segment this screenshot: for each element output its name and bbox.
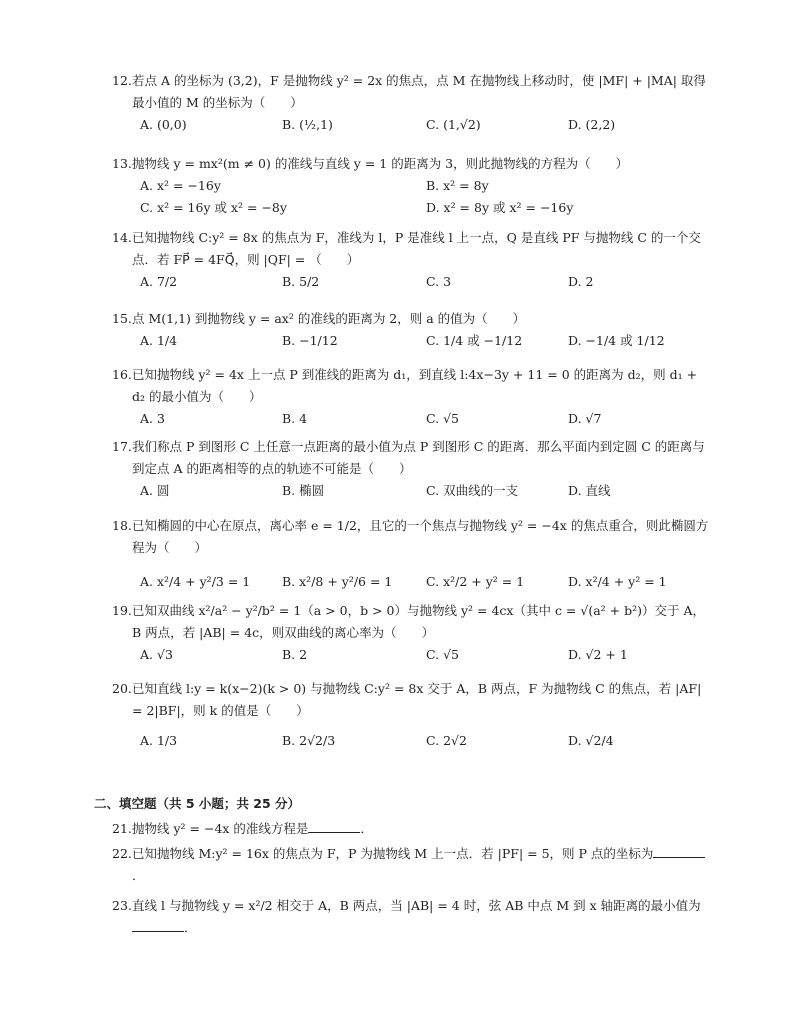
question-tail: ． [184, 920, 197, 935]
question-number: 14. [112, 230, 132, 245]
option-d[interactable]: D. x² = 8y 或 x² = −16y [426, 200, 574, 215]
question-22 [112, 843, 712, 887]
option-c[interactable]: C. (1,√2) [426, 117, 481, 132]
question-stem [112, 70, 712, 114]
option-c[interactable]: C. 3 [426, 274, 452, 289]
options-row [112, 571, 712, 593]
option-b[interactable]: B. x²/8 + y²/6 = 1 [282, 574, 393, 589]
question-stem [112, 308, 712, 330]
options-row [112, 644, 712, 666]
section-heading: 二、填空题（共 5 小题；共 25 分） [94, 796, 301, 811]
question-number: 21. [112, 821, 132, 836]
question-23 [112, 895, 712, 939]
option-d[interactable]: D. √2/4 [568, 733, 614, 748]
question-number: 15. [112, 311, 132, 326]
question-number: 16. [112, 367, 132, 382]
option-d[interactable]: D. x²/4 + y² = 1 [568, 574, 667, 589]
question-stem [112, 153, 712, 175]
question-12 [112, 70, 712, 136]
options-row [112, 114, 712, 136]
option-c[interactable]: C. 双曲线的一支 [426, 483, 519, 498]
question-stem [112, 678, 712, 722]
option-a[interactable]: A. 7/2 [140, 274, 178, 289]
option-c[interactable]: C. x²/2 + y² = 1 [426, 574, 525, 589]
question-stem [112, 436, 712, 480]
question-number: 20. [112, 681, 132, 696]
question-16 [112, 364, 712, 430]
question-number: 12. [112, 73, 132, 88]
option-a[interactable]: A. 3 [140, 411, 165, 426]
option-b[interactable]: B. 4 [282, 411, 308, 426]
option-b[interactable]: B. 5/2 [282, 274, 320, 289]
question-number: 22. [112, 846, 132, 861]
question-15 [112, 308, 712, 352]
option-a[interactable]: A. (0,0) [140, 117, 187, 132]
question-tail: ． [132, 868, 145, 883]
option-d[interactable]: D. (2,2) [568, 117, 616, 132]
question-stem [112, 843, 712, 887]
question-stem [112, 818, 712, 840]
option-d[interactable]: D. −1/4 或 1/12 [568, 333, 665, 348]
question-text: 点 M(1,1) 到抛物线 y = ax² 的准线的距离为 2，则 a 的值为（ ） [132, 311, 526, 326]
question-stem [112, 364, 712, 408]
option-a[interactable]: A. x²/4 + y²/3 = 1 [140, 574, 251, 589]
options-row [112, 408, 712, 430]
option-b[interactable]: B. 椭圆 [282, 483, 325, 498]
answer-blank[interactable] [653, 845, 705, 858]
option-b[interactable]: B. x² = 8y [426, 178, 489, 193]
options-row [112, 175, 712, 197]
question-number: 23. [112, 898, 132, 913]
option-a[interactable]: A. x² = −16y [140, 178, 221, 193]
option-a[interactable]: A. 1/4 [140, 333, 178, 348]
option-c[interactable]: C. √5 [426, 411, 459, 426]
options-row [112, 730, 712, 752]
question-number: 18. [112, 518, 132, 533]
option-a[interactable]: A. √3 [140, 647, 173, 662]
option-c[interactable]: C. 1/4 或 −1/12 [426, 333, 523, 348]
question-stem [112, 895, 712, 939]
question-text: 若点 A 的坐标为 (3,2)，F 是抛物线 y² = 2x 的焦点，点 M 在抛物线上移动时，使 |MF| + |MA| 取得最小值的 M 的坐标为（ ） [132, 73, 706, 110]
question-number: 19. [112, 603, 132, 618]
question-text: 已知直线 l:y = k(x−2)(k > 0) 与抛物线 C:y² = 8x 交于 A，B 两点，F 为抛物线 C 的焦点，若 |AF| = 2|BF|，则 k 的值是（ ） [132, 681, 702, 718]
question-text: 我们称点 P 到图形 C 上任意一点距离的最小值为点 P 到图形 C 的距离．那么平面内到定圆 C 的距离与到定点 A 的距离相等的点的轨迹不可能是（ ） [132, 439, 705, 476]
question-stem [112, 600, 712, 644]
option-d[interactable]: D. √2 + 1 [568, 647, 628, 662]
option-c[interactable]: C. 2√2 [426, 733, 467, 748]
question-17 [112, 436, 712, 502]
option-d[interactable]: D. 直线 [568, 483, 611, 498]
question-text: 已知椭圆的中心在原点，离心率 e = 1/2，且它的一个焦点与抛物线 y² = −4x 的焦点重合，则此椭圆方程为（ ） [132, 518, 709, 555]
options-row [112, 480, 712, 502]
question-text: 已知抛物线 y² = 4x 上一点 P 到准线的距离为 d₁，到直线 l:4x−3y + 11 = 0 的距离为 d₂，则 d₁ + d₂ 的最小值为（ ） [132, 367, 698, 404]
option-b[interactable]: B. 2 [282, 647, 308, 662]
answer-blank[interactable] [132, 919, 184, 932]
question-text: 直线 l 与抛物线 y = x²/2 相交于 A，B 两点，当 |AB| = 4 时，弦 AB 中点 M 到 x 轴距离的最小值为 [132, 898, 701, 913]
question-13 [112, 153, 712, 219]
option-c[interactable]: C. √5 [426, 647, 459, 662]
answer-blank[interactable] [308, 820, 360, 833]
question-text: 已知双曲线 x²/a² − y²/b² = 1（a > 0，b > 0）与抛物线 y² = 4cx（其中 c = √(a² + b²)）交于 A，B 两点，若 |AB| = 4c，则双曲线的离心率为（ ） [132, 603, 705, 640]
question-tail: ． [360, 821, 373, 836]
question-number: 17. [112, 439, 132, 454]
question-stem [112, 515, 712, 559]
question-14 [112, 227, 712, 293]
option-a[interactable]: A. 1/3 [140, 733, 178, 748]
options-row [112, 330, 712, 352]
question-20 [112, 678, 712, 752]
question-text: 抛物线 y² = −4x 的准线方程是 [132, 821, 309, 836]
option-b[interactable]: B. 2√2/3 [282, 733, 336, 748]
question-number: 13. [112, 156, 132, 171]
question-text: 抛物线 y = mx²(m ≠ 0) 的准线与直线 y = 1 的距离为 3，则此抛物线的方程为（ ） [132, 156, 629, 171]
option-c[interactable]: C. x² = 16y 或 x² = −8y [140, 200, 287, 215]
option-d[interactable]: D. 2 [568, 274, 594, 289]
options-row [112, 271, 712, 293]
options-row [112, 197, 712, 219]
option-b[interactable]: B. (½,1) [282, 117, 333, 132]
option-b[interactable]: B. −1/12 [282, 333, 338, 348]
option-d[interactable]: D. √7 [568, 411, 602, 426]
question-stem [112, 227, 712, 271]
question-21 [112, 818, 712, 840]
question-text: 已知抛物线 C:y² = 8x 的焦点为 F，准线为 l，P 是准线 l 上一点，Q 是直线 PF 与抛物线 C 的一个交点．若 FP⃗ = 4FQ⃗，则 |QF| = （ ） [132, 230, 701, 267]
option-a[interactable]: A. 圆 [140, 483, 170, 498]
question-19 [112, 600, 712, 666]
question-text: 已知抛物线 M:y² = 16x 的焦点为 F，P 为抛物线 M 上一点．若 |PF| = 5，则 P 点的坐标为 [132, 846, 654, 861]
question-18 [112, 515, 712, 593]
